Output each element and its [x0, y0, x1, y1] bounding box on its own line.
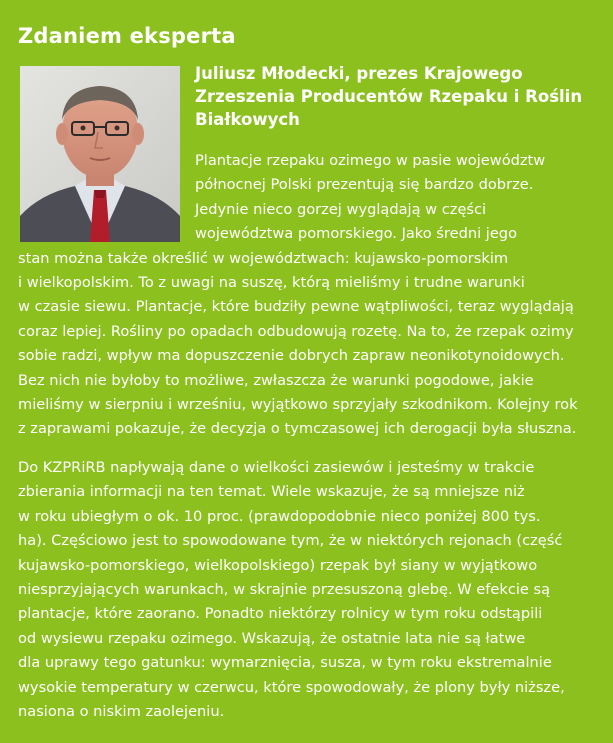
text-line: Do KZPRiRB napływają dane o wielkości zasiewów i jesteśmy w trakcie [18, 459, 535, 476]
expert-name-and-title [195, 62, 600, 131]
text-line: zbierania informacji na ten temat. Wiele wskazuje, że są mniejsze niż [18, 483, 525, 501]
text-line: plantacje, które zaorano. Ponadto niektórzy rolnicy w tym roku odstąpili [18, 605, 543, 623]
name-line: Zrzeszenia Producentów Rzepaku i Roślin [195, 87, 583, 106]
text-line: stan można także określić w województwach: kujawsko-pomorskim [18, 249, 509, 267]
text-line: i wielkopolskim. To z uwagi na suszę, którą mieliśmy i trudne warunki [18, 273, 525, 291]
text-line: w roku ubiegłym o ok. 10 proc. (prawdopodobnie nieco poniżej 800 tys. [18, 507, 541, 525]
text-line: coraz lepiej. Rośliny po opadach odbudowują rozetę. Na to, że rzepak ozimy [18, 322, 574, 340]
text-line: mieliśmy w sierpniu i wrześniu, wyjątkowo sprzyjały szkodnikom. Kolejny rok [18, 395, 578, 413]
section-title: Zdaniem eksperta [18, 24, 236, 48]
text-line: województwa pomorskiego. Jako średni jego [195, 225, 518, 243]
text-line: niesprzyjających warunkach, w skrajnie przesuszoną glebę. W efekcie są [18, 580, 551, 598]
text-line: północnej Polski prezentują się bardzo dobrze. [195, 176, 534, 194]
text-line: ha). Częściowo jest to spowodowane tym, że w niektórych rejonach (część [18, 532, 563, 550]
name-line: Białkowych [195, 110, 300, 129]
text-line: od wysiewu rzepaku ozimego. Wskazują, że ostatnie lata nie są łatwe [18, 629, 526, 647]
text-line: Plantacje rzepaku ozimego w pasie województw [195, 152, 546, 169]
paragraph-2 [18, 456, 603, 724]
text-line: dla uprawy tego gatunku: wymarznięcia, susza, w tym roku ekstremalnie [18, 654, 552, 672]
text-line: wysokie temperatury w czerwcu, które spowodowały, że plony były niższe, [18, 678, 565, 696]
text-line: Bez nich nie byłoby to możliwe, zwłaszcza że warunki pogodowe, jakie [18, 371, 534, 389]
text-line: w czasie siewu. Plantacje, które budziły pewne wątpliwości, teraz wyglądają [18, 298, 574, 316]
text-line: sobie radzi, wpływ ma dopuszczenie dobrych zapraw neonikotynoidowych. [18, 347, 565, 365]
text-line: Jedynie nieco gorzej wyglądają w części [195, 200, 487, 218]
text-line: z zaprawami pokazuje, że decyzja o tymczasowej ich derogacji była słuszna. [18, 420, 577, 438]
text-line: nasiona o niskim zaolejeniu. [18, 702, 225, 720]
name-line: Juliusz Młodecki, prezes Krajowego [195, 64, 523, 83]
paragraph-1 [18, 149, 603, 442]
text-line: kujawsko-pomorskiego, wielkopolskiego) rzepak był siany w wyjątkowo [18, 556, 538, 574]
